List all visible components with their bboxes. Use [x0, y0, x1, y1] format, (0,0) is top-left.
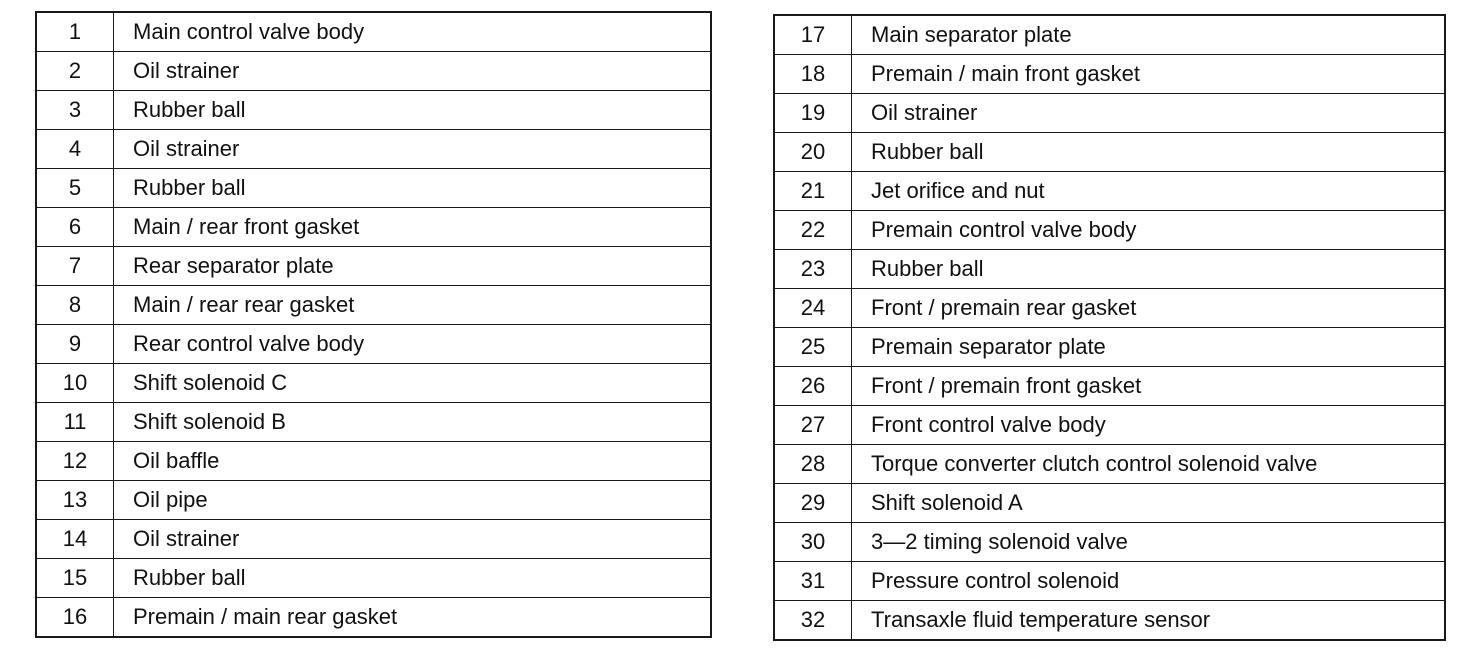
table-row — [36, 286, 711, 325]
table-row — [774, 601, 1445, 641]
part-description: Pressure control solenoid — [852, 562, 1446, 601]
table-row — [774, 289, 1445, 328]
part-description: Main / rear rear gasket — [114, 286, 712, 325]
part-number: 18 — [774, 55, 852, 94]
table-row — [36, 598, 711, 638]
part-number: 28 — [774, 445, 852, 484]
table-row — [774, 250, 1445, 289]
part-number: 29 — [774, 484, 852, 523]
part-number: 7 — [36, 247, 114, 286]
table-row — [36, 520, 711, 559]
table-row — [36, 91, 711, 130]
part-number: 32 — [774, 601, 852, 641]
table-row — [36, 208, 711, 247]
part-number: 11 — [36, 403, 114, 442]
part-description: Rear control valve body — [114, 325, 712, 364]
part-description: Shift solenoid B — [114, 403, 712, 442]
part-number: 16 — [36, 598, 114, 638]
part-description: Rubber ball — [114, 559, 712, 598]
part-description: Premain control valve body — [852, 211, 1446, 250]
part-description: Main separator plate — [852, 15, 1446, 55]
part-description: Main control valve body — [114, 12, 712, 52]
part-description: Rubber ball — [852, 133, 1446, 172]
part-description: Torque converter clutch control solenoid valve — [852, 445, 1446, 484]
part-number: 30 — [774, 523, 852, 562]
part-description: Transaxle fluid temperature sensor — [852, 601, 1446, 641]
part-number: 8 — [36, 286, 114, 325]
table-row — [774, 445, 1445, 484]
part-description: Shift solenoid A — [852, 484, 1446, 523]
part-description: Rubber ball — [114, 91, 712, 130]
part-number: 9 — [36, 325, 114, 364]
part-description: 3—2 timing solenoid valve — [852, 523, 1446, 562]
part-description: Front / premain front gasket — [852, 367, 1446, 406]
parts-table-right — [773, 14, 1446, 641]
part-description: Main / rear front gasket — [114, 208, 712, 247]
part-number: 4 — [36, 130, 114, 169]
table-row — [774, 133, 1445, 172]
table-row — [774, 523, 1445, 562]
part-description: Oil strainer — [114, 52, 712, 91]
table-row — [774, 406, 1445, 445]
part-number: 26 — [774, 367, 852, 406]
part-number: 10 — [36, 364, 114, 403]
table-row — [774, 562, 1445, 601]
part-description: Rear separator plate — [114, 247, 712, 286]
part-description: Rubber ball — [114, 169, 712, 208]
table-row — [36, 12, 711, 52]
table-row — [36, 52, 711, 91]
table-row — [36, 442, 711, 481]
part-number: 6 — [36, 208, 114, 247]
part-description: Jet orifice and nut — [852, 172, 1446, 211]
table-row — [36, 403, 711, 442]
part-number: 12 — [36, 442, 114, 481]
part-number: 24 — [774, 289, 852, 328]
table-row — [774, 484, 1445, 523]
part-number: 15 — [36, 559, 114, 598]
part-number: 1 — [36, 12, 114, 52]
part-number: 25 — [774, 328, 852, 367]
part-number: 31 — [774, 562, 852, 601]
part-description: Oil pipe — [114, 481, 712, 520]
part-number: 3 — [36, 91, 114, 130]
part-description: Premain separator plate — [852, 328, 1446, 367]
part-description: Shift solenoid C — [114, 364, 712, 403]
table-row — [774, 15, 1445, 55]
part-description: Front / premain rear gasket — [852, 289, 1446, 328]
table-row — [36, 169, 711, 208]
table-row — [36, 325, 711, 364]
table-row — [36, 247, 711, 286]
table-row — [774, 172, 1445, 211]
part-number: 19 — [774, 94, 852, 133]
part-description: Premain / main front gasket — [852, 55, 1446, 94]
part-number: 5 — [36, 169, 114, 208]
table-row — [36, 364, 711, 403]
table-row — [774, 367, 1445, 406]
part-number: 2 — [36, 52, 114, 91]
part-number: 27 — [774, 406, 852, 445]
part-description: Front control valve body — [852, 406, 1446, 445]
table-row — [774, 328, 1445, 367]
part-number: 21 — [774, 172, 852, 211]
table-row — [36, 559, 711, 598]
part-description: Premain / main rear gasket — [114, 598, 712, 638]
part-description: Oil strainer — [114, 520, 712, 559]
table-row — [774, 211, 1445, 250]
part-number: 20 — [774, 133, 852, 172]
part-number: 23 — [774, 250, 852, 289]
part-description: Oil strainer — [114, 130, 712, 169]
parts-table-left — [35, 11, 712, 638]
part-number: 22 — [774, 211, 852, 250]
table-row — [774, 94, 1445, 133]
part-description: Oil strainer — [852, 94, 1446, 133]
table-row — [36, 481, 711, 520]
table-row — [774, 55, 1445, 94]
table-row — [36, 130, 711, 169]
part-number: 14 — [36, 520, 114, 559]
part-description: Rubber ball — [852, 250, 1446, 289]
part-number: 17 — [774, 15, 852, 55]
part-description: Oil baffle — [114, 442, 712, 481]
part-number: 13 — [36, 481, 114, 520]
